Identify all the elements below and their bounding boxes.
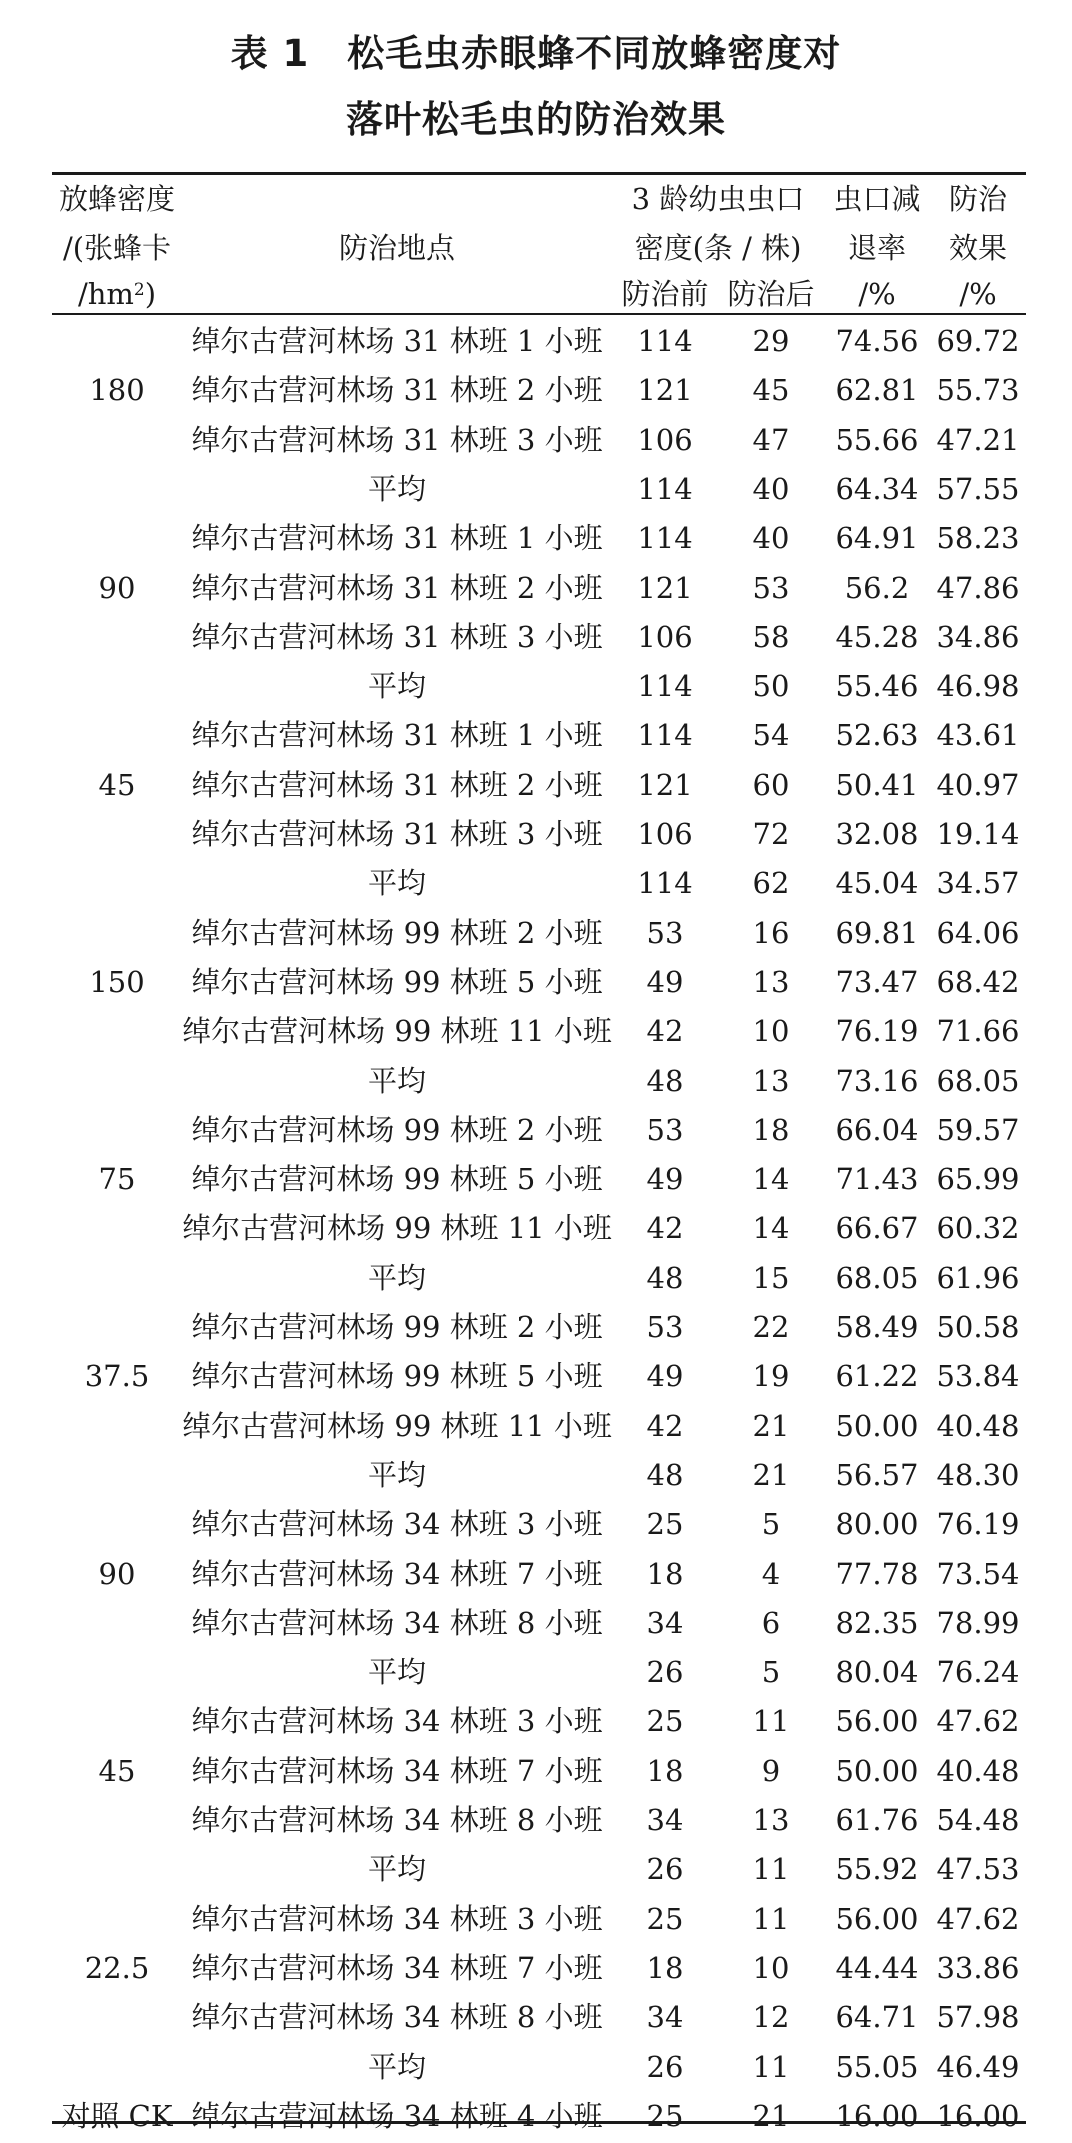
- header-density-unit: /hm: [77, 277, 134, 311]
- cell-reduction: 52.63: [835, 718, 919, 753]
- cell-location: 平均: [367, 669, 426, 704]
- cell-before: 49: [646, 1359, 684, 1394]
- cell-before: 18: [646, 1753, 684, 1788]
- header-reduction-line2: 退率: [847, 231, 906, 265]
- cell-effect: 46.98: [936, 669, 1020, 704]
- cell-effect: 78.99: [936, 1605, 1020, 1640]
- cell-location: 绰尔古营河林场 31 林班 2 小班: [191, 373, 603, 408]
- cell-effect: 64.06: [936, 915, 1020, 950]
- cell-before: 114: [637, 718, 693, 753]
- group-density: 75: [98, 1162, 136, 1197]
- cell-reduction: 82.35: [835, 1605, 919, 1640]
- cell-before: 26: [646, 1655, 684, 1690]
- cell-before: 121: [637, 767, 693, 802]
- header-larva-line2: 密度(条 / 株): [634, 231, 802, 265]
- cell-before: 53: [646, 1112, 684, 1147]
- cell-reduction: 73.16: [835, 1063, 919, 1098]
- header-density-unit-exponent: 2: [133, 280, 145, 300]
- cell-before: 48: [646, 1260, 684, 1295]
- cell-after: 5: [761, 1507, 781, 1542]
- cell-after: 13: [752, 1063, 790, 1098]
- cell-effect: 55.73: [936, 373, 1020, 408]
- cell-effect: 33.86: [936, 1950, 1020, 1985]
- cell-location: 绰尔古营河林场 34 林班 8 小班: [191, 1803, 603, 1837]
- cell-before: 114: [637, 471, 693, 506]
- cell-effect: 34.86: [936, 619, 1020, 654]
- cell-effect: 71.66: [936, 1014, 1020, 1049]
- cell-after: 29: [752, 324, 790, 358]
- cell-after: 62: [752, 866, 790, 901]
- group-density: 45: [98, 767, 136, 802]
- header-larva-line1: 3 龄幼虫虫口: [631, 182, 805, 216]
- cell-before: 18: [646, 1950, 684, 1985]
- cell-reduction: 80.00: [835, 1507, 919, 1542]
- cell-effect: 47.62: [936, 1704, 1020, 1739]
- cell-before: 121: [637, 373, 693, 408]
- cell-effect: 54.48: [936, 1803, 1020, 1837]
- cell-location: 平均: [367, 1063, 426, 1098]
- cell-reduction: 71.43: [835, 1162, 919, 1197]
- cell-after: 21: [752, 2098, 790, 2133]
- cell-reduction: 56.00: [835, 1901, 919, 1936]
- cell-effect: 48.30: [936, 1457, 1020, 1492]
- cell-before: 42: [646, 1408, 684, 1443]
- cell-before: 34: [646, 2000, 684, 2035]
- cell-effect: 19.14: [936, 817, 1020, 851]
- header-density-unit-close: ): [144, 277, 157, 311]
- cell-location: 平均: [367, 1260, 426, 1295]
- cell-effect: 40.97: [936, 767, 1020, 802]
- cell-location: 绰尔古营河林场 99 林班 5 小班: [191, 1162, 603, 1197]
- header-effect-line1: 防治: [948, 182, 1007, 216]
- cell-after: 40: [752, 471, 790, 506]
- group-density: 90: [98, 1556, 136, 1591]
- cell-reduction: 62.81: [835, 373, 919, 408]
- header-density-line1: 放蜂密度: [58, 182, 175, 216]
- cell-before: 48: [646, 1063, 684, 1098]
- cell-reduction: 58.49: [835, 1310, 919, 1344]
- cell-before: 49: [646, 964, 684, 999]
- header-location: 防治地点: [338, 231, 455, 265]
- cell-after: 72: [752, 817, 790, 851]
- cell-reduction: 50.00: [835, 1408, 919, 1443]
- group-density: 22.5: [84, 1950, 150, 1985]
- cell-location: 绰尔古营河林场 34 林班 3 小班: [191, 1507, 603, 1542]
- header-after: 防治后: [727, 277, 815, 311]
- cell-reduction: 16.00: [835, 2098, 919, 2133]
- cell-after: 10: [752, 1950, 790, 1985]
- cell-location: 平均: [367, 1655, 426, 1690]
- cell-effect: 50.58: [936, 1310, 1020, 1344]
- cell-reduction: 61.22: [835, 1359, 919, 1394]
- group-density: 180: [89, 373, 145, 408]
- cell-location: 绰尔古营河林场 34 林班 3 小班: [191, 1704, 603, 1739]
- cell-reduction: 56.57: [835, 1457, 919, 1492]
- cell-reduction: 64.34: [835, 471, 919, 506]
- cell-after: 45: [752, 373, 790, 408]
- cell-after: 11: [752, 1901, 790, 1936]
- cell-before: 34: [646, 1605, 684, 1640]
- header-reduction-line1: 虫口减: [833, 182, 921, 216]
- cell-before: 26: [646, 1852, 684, 1887]
- cell-effect: 59.57: [936, 1112, 1020, 1147]
- cell-location: 绰尔古营河林场 31 林班 1 小班: [191, 718, 603, 753]
- group-density: 37.5: [84, 1359, 150, 1394]
- cell-location: 平均: [367, 2049, 426, 2084]
- cell-before: 25: [646, 1507, 684, 1542]
- cell-location: 绰尔古营河林场 34 林班 8 小班: [191, 1605, 603, 1640]
- cell-before: 25: [646, 1704, 684, 1739]
- cell-location: 绰尔古营河林场 31 林班 1 小班: [191, 324, 603, 358]
- cell-effect: 68.42: [936, 964, 1020, 999]
- cell-after: 50: [752, 669, 790, 704]
- cell-before: 106: [637, 619, 693, 654]
- cell-location: 绰尔古营河林场 31 林班 3 小班: [191, 619, 603, 654]
- cell-location: 绰尔古营河林场 99 林班 2 小班: [191, 1112, 603, 1147]
- cell-location: 绰尔古营河林场 34 林班 7 小班: [191, 1950, 603, 1985]
- cell-location: 平均: [367, 471, 426, 506]
- cell-after: 11: [752, 1704, 790, 1739]
- cell-reduction: 61.76: [835, 1803, 919, 1837]
- cell-effect: 68.05: [936, 1063, 1020, 1098]
- cell-reduction: 69.81: [835, 915, 919, 950]
- cell-after: 13: [752, 1803, 790, 1837]
- cell-effect: 34.57: [936, 866, 1020, 901]
- cell-location: 绰尔古营河林场 99 林班 2 小班: [191, 915, 603, 950]
- cell-before: 26: [646, 2049, 684, 2084]
- cell-location: 绰尔古营河林场 99 林班 11 小班: [182, 1211, 612, 1246]
- cell-location: 绰尔古营河林场 99 林班 2 小班: [191, 1310, 603, 1344]
- cell-effect: 65.99: [936, 1162, 1020, 1197]
- cell-effect: 47.86: [936, 570, 1020, 605]
- cell-before: 53: [646, 915, 684, 950]
- cell-reduction: 55.92: [835, 1852, 919, 1887]
- cell-before: 25: [646, 1901, 684, 1936]
- cell-reduction: 32.08: [835, 817, 919, 851]
- cell-location: 平均: [367, 866, 426, 901]
- cell-after: 60: [752, 767, 790, 802]
- cell-before: 48: [646, 1457, 684, 1492]
- cell-location: 绰尔古营河林场 99 林班 5 小班: [191, 1359, 603, 1394]
- cell-location: 绰尔古营河林场 34 林班 3 小班: [191, 1901, 603, 1936]
- cell-reduction: 66.67: [835, 1211, 919, 1246]
- cell-after: 15: [752, 1260, 790, 1295]
- cell-after: 58: [752, 619, 790, 654]
- cell-location: 绰尔古营河林场 34 林班 7 小班: [191, 1753, 603, 1788]
- cell-before: 25: [646, 2098, 684, 2133]
- cell-effect: 76.19: [936, 1507, 1020, 1542]
- group-density: 对照 CK: [61, 2098, 173, 2133]
- cell-effect: 46.49: [936, 2049, 1020, 2084]
- cell-location: 绰尔古营河林场 99 林班 5 小班: [191, 964, 603, 999]
- header-effect-line2: 效果: [948, 231, 1007, 265]
- cell-effect: 43.61: [936, 718, 1020, 753]
- cell-before: 106: [637, 817, 693, 851]
- header-before: 防治前: [621, 277, 709, 311]
- cell-before: 34: [646, 1803, 684, 1837]
- cell-after: 4: [761, 1556, 781, 1591]
- cell-effect: 53.84: [936, 1359, 1020, 1394]
- cell-reduction: 56.2: [844, 570, 910, 605]
- cell-location: 绰尔古营河林场 99 林班 11 小班: [182, 1014, 612, 1049]
- cell-reduction: 64.71: [835, 2000, 919, 2035]
- group-density: 45: [98, 1753, 136, 1788]
- cell-effect: 40.48: [936, 1753, 1020, 1788]
- cell-after: 18: [752, 1112, 790, 1147]
- cell-after: 9: [761, 1753, 781, 1788]
- cell-location: 平均: [367, 1457, 426, 1492]
- cell-effect: 61.96: [936, 1260, 1020, 1295]
- cell-before: 114: [637, 324, 693, 358]
- cell-location: 绰尔古营河林场 31 林班 2 小班: [191, 767, 603, 802]
- cell-before: 121: [637, 570, 693, 605]
- cell-effect: 69.72: [936, 324, 1020, 358]
- cell-after: 22: [752, 1310, 790, 1344]
- cell-before: 42: [646, 1211, 684, 1246]
- cell-before: 49: [646, 1162, 684, 1197]
- cell-after: 10: [752, 1014, 790, 1049]
- cell-effect: 47.53: [936, 1852, 1020, 1887]
- cell-location: 绰尔古营河林场 31 林班 2 小班: [191, 570, 603, 605]
- cell-before: 42: [646, 1014, 684, 1049]
- cell-after: 16: [752, 915, 790, 950]
- cell-location: 绰尔古营河林场 34 林班 8 小班: [191, 2000, 603, 2035]
- cell-after: 21: [752, 1457, 790, 1492]
- cell-after: 6: [761, 1605, 781, 1640]
- cell-location: 平均: [367, 1852, 426, 1887]
- cell-location: 绰尔古营河林场 34 林班 7 小班: [191, 1556, 603, 1591]
- cell-location: 绰尔古营河林场 31 林班 3 小班: [191, 422, 603, 457]
- cell-effect: 58.23: [936, 521, 1020, 556]
- cell-effect: 57.98: [936, 2000, 1020, 2035]
- cell-reduction: 77.78: [835, 1556, 919, 1591]
- cell-after: 11: [752, 1852, 790, 1887]
- group-density: 90: [98, 570, 136, 605]
- header-reduction-line3: /%: [858, 277, 896, 311]
- cell-reduction: 55.05: [835, 2049, 919, 2084]
- cell-reduction: 73.47: [835, 964, 919, 999]
- table-title-line1: 表 1 松毛虫赤眼蜂不同放蜂密度对: [230, 32, 842, 75]
- header-density-line3: [52, 270, 182, 319]
- cell-effect: 57.55: [936, 471, 1020, 506]
- cell-location: 绰尔古营河林场 31 林班 3 小班: [191, 817, 603, 851]
- cell-after: 19: [752, 1359, 790, 1394]
- cell-before: 114: [637, 669, 693, 704]
- cell-location: 绰尔古营河林场 99 林班 11 小班: [182, 1408, 612, 1443]
- cell-reduction: 55.46: [835, 669, 919, 704]
- cell-before: 18: [646, 1556, 684, 1591]
- cell-reduction: 74.56: [835, 324, 919, 358]
- cell-effect: 40.48: [936, 1408, 1020, 1443]
- table-title-line2: 落叶松毛虫的防治效果: [346, 98, 726, 141]
- cell-reduction: 66.04: [835, 1112, 919, 1147]
- cell-reduction: 45.28: [835, 619, 919, 654]
- cell-location: 绰尔古营河林场 31 林班 1 小班: [191, 521, 603, 556]
- cell-after: 12: [752, 2000, 790, 2035]
- cell-after: 11: [752, 2049, 790, 2084]
- cell-reduction: 45.04: [835, 866, 919, 901]
- group-density: 150: [89, 964, 145, 999]
- cell-effect: 73.54: [936, 1556, 1020, 1591]
- cell-before: 114: [637, 866, 693, 901]
- cell-effect: 60.32: [936, 1211, 1020, 1246]
- cell-effect: 47.62: [936, 1901, 1020, 1936]
- cell-after: 47: [752, 422, 790, 457]
- cell-after: 13: [752, 964, 790, 999]
- cell-before: 106: [637, 422, 693, 457]
- cell-reduction: 76.19: [835, 1014, 919, 1049]
- cell-reduction: 56.00: [835, 1704, 919, 1739]
- cell-reduction: 50.00: [835, 1753, 919, 1788]
- cell-reduction: 50.41: [835, 767, 919, 802]
- cell-effect: 16.00: [936, 2098, 1020, 2133]
- cell-after: 40: [752, 521, 790, 556]
- cell-after: 14: [752, 1162, 790, 1197]
- cell-reduction: 44.44: [835, 1950, 919, 1985]
- cell-reduction: 64.91: [835, 521, 919, 556]
- cell-after: 53: [752, 570, 790, 605]
- cell-before: 114: [637, 521, 693, 556]
- cell-reduction: 68.05: [835, 1260, 919, 1295]
- cell-reduction: 80.04: [835, 1655, 919, 1690]
- header-density-line2: /(张蜂卡: [62, 231, 172, 265]
- cell-effect: 47.21: [936, 422, 1020, 457]
- cell-location: 绰尔古营河林场 34 林班 4 小班: [191, 2098, 603, 2133]
- cell-after: 21: [752, 1408, 790, 1443]
- cell-before: 53: [646, 1310, 684, 1344]
- cell-after: 5: [761, 1655, 781, 1690]
- cell-reduction: 55.66: [835, 422, 919, 457]
- cell-effect: 76.24: [936, 1655, 1020, 1690]
- header-effect-line3: /%: [959, 277, 997, 311]
- cell-after: 14: [752, 1211, 790, 1246]
- cell-after: 54: [752, 718, 790, 753]
